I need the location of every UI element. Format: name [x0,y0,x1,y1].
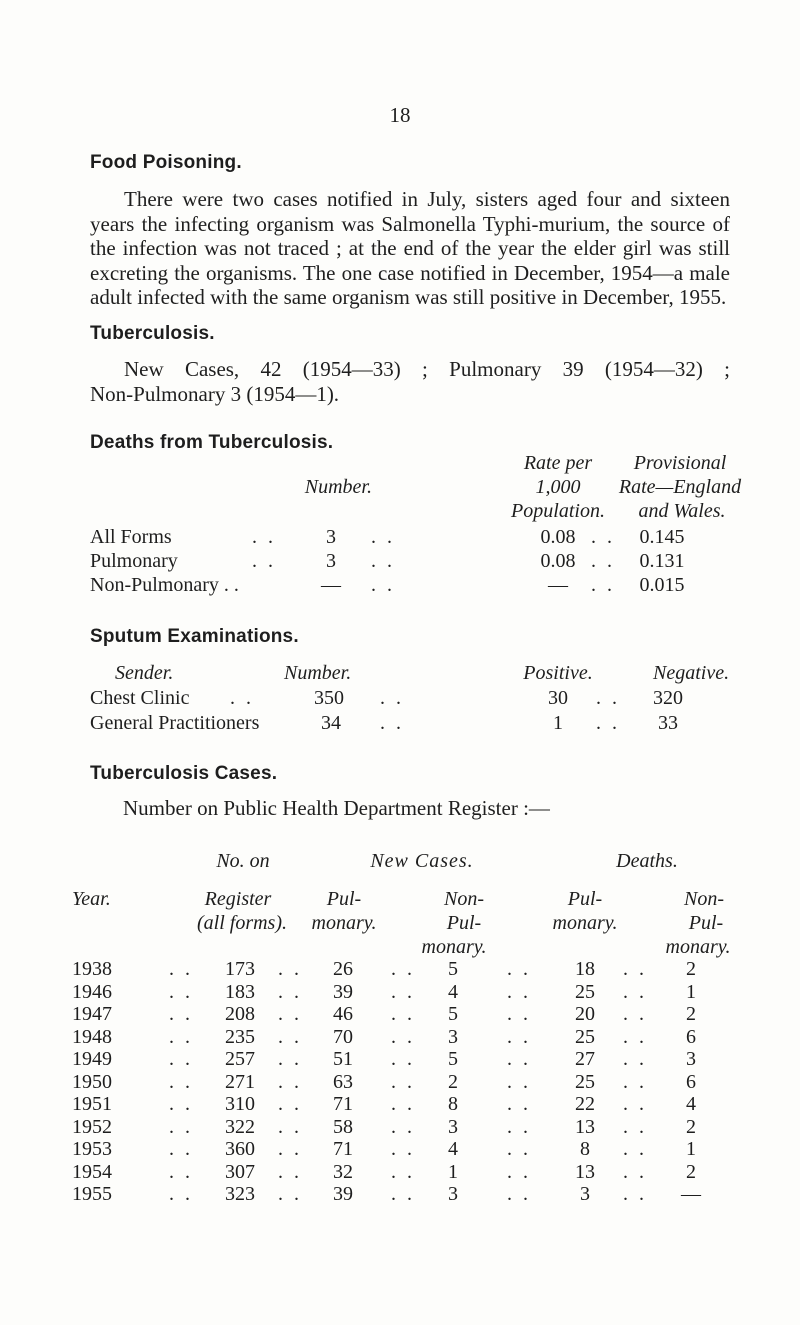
cases-cell-year: 1938 [72,958,112,980]
cases-cell-deaths-non-pulmonary: 2 [686,1003,696,1025]
deaths-row-rate: 0.08 [540,526,576,548]
cases-cell-register: 271 [225,1071,255,1093]
cases-cell-register: 323 [225,1183,255,1205]
cases-cell-non-pulmonary: 3 [448,1026,458,1048]
deaths-header-rate-line3: Population. [511,500,605,522]
cases-cell-deaths-non-pulmonary: 1 [686,1138,696,1160]
cases-cell-deaths-pulmonary: 13 [575,1116,595,1138]
cases-cell-year: 1946 [72,981,112,1003]
cases-intro: Number on Public Health Department Register :— [123,796,550,820]
cases-cell-register: 360 [225,1138,255,1160]
cases-cell-non-pulmonary: 5 [448,1003,458,1025]
cases-header-deaths-pulmonary-line2: monary. [552,912,618,934]
cases-cell-deaths-pulmonary: 8 [580,1138,590,1160]
deaths-row-provisional: 0.015 [639,574,685,596]
deaths-heading: Deaths from Tuberculosis. [90,432,334,453]
sputum-header-positive: Positive. [523,662,593,684]
cases-cell-deaths-pulmonary: 22 [575,1093,595,1115]
sputum-row-sender: General Practitioners [90,712,260,734]
deaths-header-rate-line2: 1,000 [535,476,581,498]
cases-header-year: Year. [72,888,111,910]
deaths-row-label: All Forms [90,526,172,548]
cases-cell-year: 1955 [72,1183,112,1205]
deaths-row-number: 3 [326,550,336,572]
cases-cell-pulmonary: 39 [333,981,353,1003]
cases-header-deaths-non-pulmonary-line1: Non- [684,888,724,910]
sputum-header-negative: Negative. [653,662,730,684]
deaths-row-number: 3 [326,526,336,548]
sputum-row-positive: 1 [553,712,563,734]
food-poisoning-paragraph: There were two cases notified in July, sisters aged four and sixteen years the infecting organism was Salmonella Typhi-murium, the source of the infection was not traced ; at the end of the year the elder girl was still excreting the organisms. The one case notified in December, 1954—a male adult infected with the same organism was still positive in December, 1955. [90,187,730,310]
cases-cell-register: 310 [225,1093,255,1115]
cases-cell-deaths-non-pulmonary: 2 [686,958,696,980]
cases-cell-year: 1953 [72,1138,112,1160]
sputum-row-sender: Chest Clinic [90,687,190,709]
cases-cell-register: 183 [225,981,255,1003]
cases-cell-pulmonary: 58 [333,1116,353,1138]
sputum-row-negative: 320 [653,687,683,709]
cases-cell-register: 173 [225,958,255,980]
cases-cell-deaths-non-pulmonary: 6 [686,1026,696,1048]
cases-cell-deaths-non-pulmonary: 3 [686,1048,696,1070]
cases-cell-non-pulmonary: 1 [448,1161,458,1183]
cases-cell-pulmonary: 63 [333,1071,353,1093]
deaths-header-provisional-line1: Provisional [633,452,727,474]
cases-cell-deaths-pulmonary: 13 [575,1161,595,1183]
cases-cell-deaths-pulmonary: 3 [580,1183,590,1205]
cases-header-deaths-non-pulmonary-line2: Pul- [688,912,724,934]
cases-cell-pulmonary: 32 [333,1161,353,1183]
cases-cell-non-pulmonary: 4 [448,1138,458,1160]
cases-header-deaths-non-pulmonary-line3: monary. [665,936,731,958]
cases-cell-pulmonary: 71 [333,1138,353,1160]
cases-cell-deaths-pulmonary: 25 [575,1071,595,1093]
deaths-header-number: Number. [304,476,372,498]
cases-group-header-new-cases: New Cases. [370,850,474,872]
cases-cell-year: 1951 [72,1093,112,1115]
cases-cell-pulmonary: 51 [333,1048,353,1070]
cases-cell-year: 1954 [72,1161,112,1183]
cases-cell-pulmonary: 46 [333,1003,353,1025]
deaths-header-rate-line1: Rate per [523,452,593,474]
cases-cell-non-pulmonary: 5 [448,958,458,980]
deaths-row-rate: — [548,574,568,596]
cases-cell-non-pulmonary: 4 [448,981,458,1003]
cases-cell-deaths-pulmonary: 20 [575,1003,595,1025]
cases-cell-non-pulmonary: 3 [448,1116,458,1138]
deaths-header-provisional-line3: and Wales. [638,500,726,522]
cases-header-pulmonary-line1: Pul- [326,888,362,910]
cases-cell-register: 235 [225,1026,255,1048]
cases-cell-year: 1952 [72,1116,112,1138]
cases-cell-deaths-non-pulmonary: 2 [686,1161,696,1183]
cases-cell-non-pulmonary: 8 [448,1093,458,1115]
tuberculosis-heading: Tuberculosis. [90,323,215,344]
cases-header-non-pulmonary-line2: Pul- [446,912,482,934]
deaths-header-provisional-line2: Rate—England [618,476,742,498]
cases-cell-non-pulmonary: 2 [448,1071,458,1093]
cases-group-header-no-on: No. on [216,850,270,872]
cases-cell-register: 322 [225,1116,255,1138]
cases-cell-year: 1949 [72,1048,112,1070]
sputum-header-sender: Sender. [115,662,174,684]
cases-cell-deaths-pulmonary: 25 [575,1026,595,1048]
sputum-header-number: Number. [284,662,352,684]
sputum-row-number: 350 [314,687,344,709]
sputum-row-number: 34 [321,712,341,734]
deaths-row-label: Pulmonary [90,550,178,572]
page-number: 18 [389,103,411,127]
cases-header-deaths-pulmonary-line1: Pul- [567,888,603,910]
cases-cell-year: 1950 [72,1071,112,1093]
cases-cell-non-pulmonary: 3 [448,1183,458,1205]
cases-cell-register: 257 [225,1048,255,1070]
sputum-row-positive: 30 [548,687,568,709]
tuberculosis-line2: Non-Pulmonary 3 (1954—1). [90,382,340,406]
cases-cell-year: 1947 [72,1003,112,1025]
cases-cell-deaths-non-pulmonary: 4 [686,1093,696,1115]
cases-cell-pulmonary: 70 [333,1026,353,1048]
cases-cell-deaths-pulmonary: 18 [575,958,595,980]
cases-cell-deaths-non-pulmonary: — [681,1183,701,1205]
cases-cell-deaths-pulmonary: 25 [575,981,595,1003]
deaths-row-label: Non-Pulmonary . . [90,574,239,596]
deaths-row-rate: 0.08 [540,550,576,572]
cases-header-non-pulmonary-line1: Non- [444,888,484,910]
cases-cell-non-pulmonary: 5 [448,1048,458,1070]
tuberculosis-line1: New Cases, 42 (1954—33) ; Pulmonary 39 (1954—32) ; [124,357,730,381]
cases-group-header-deaths: Deaths. [616,850,678,872]
cases-cell-deaths-non-pulmonary: 2 [686,1116,696,1138]
cases-cell-deaths-pulmonary: 27 [575,1048,595,1070]
sputum-row-negative: 33 [658,712,678,734]
cases-cell-pulmonary: 26 [333,958,353,980]
deaths-row-number: — [321,574,341,596]
deaths-row-provisional: 0.131 [639,550,685,572]
deaths-row-provisional: 0.145 [639,526,685,548]
cases-header-non-pulmonary-line3: monary. [421,936,487,958]
food-poisoning-heading: Food Poisoning. [90,152,242,173]
cases-cell-register: 208 [225,1003,255,1025]
cases-cell-register: 307 [225,1161,255,1183]
cases-header-register-line1: Register [204,888,272,910]
cases-cell-pulmonary: 71 [333,1093,353,1115]
cases-heading: Tuberculosis Cases. [90,763,278,784]
cases-header-register-line2: (all forms). [197,912,287,934]
sputum-heading: Sputum Examinations. [90,626,299,647]
cases-cell-year: 1948 [72,1026,112,1048]
cases-cell-deaths-non-pulmonary: 6 [686,1071,696,1093]
cases-cell-deaths-non-pulmonary: 1 [686,981,696,1003]
cases-header-pulmonary-line2: monary. [311,912,377,934]
cases-cell-pulmonary: 39 [333,1183,353,1205]
